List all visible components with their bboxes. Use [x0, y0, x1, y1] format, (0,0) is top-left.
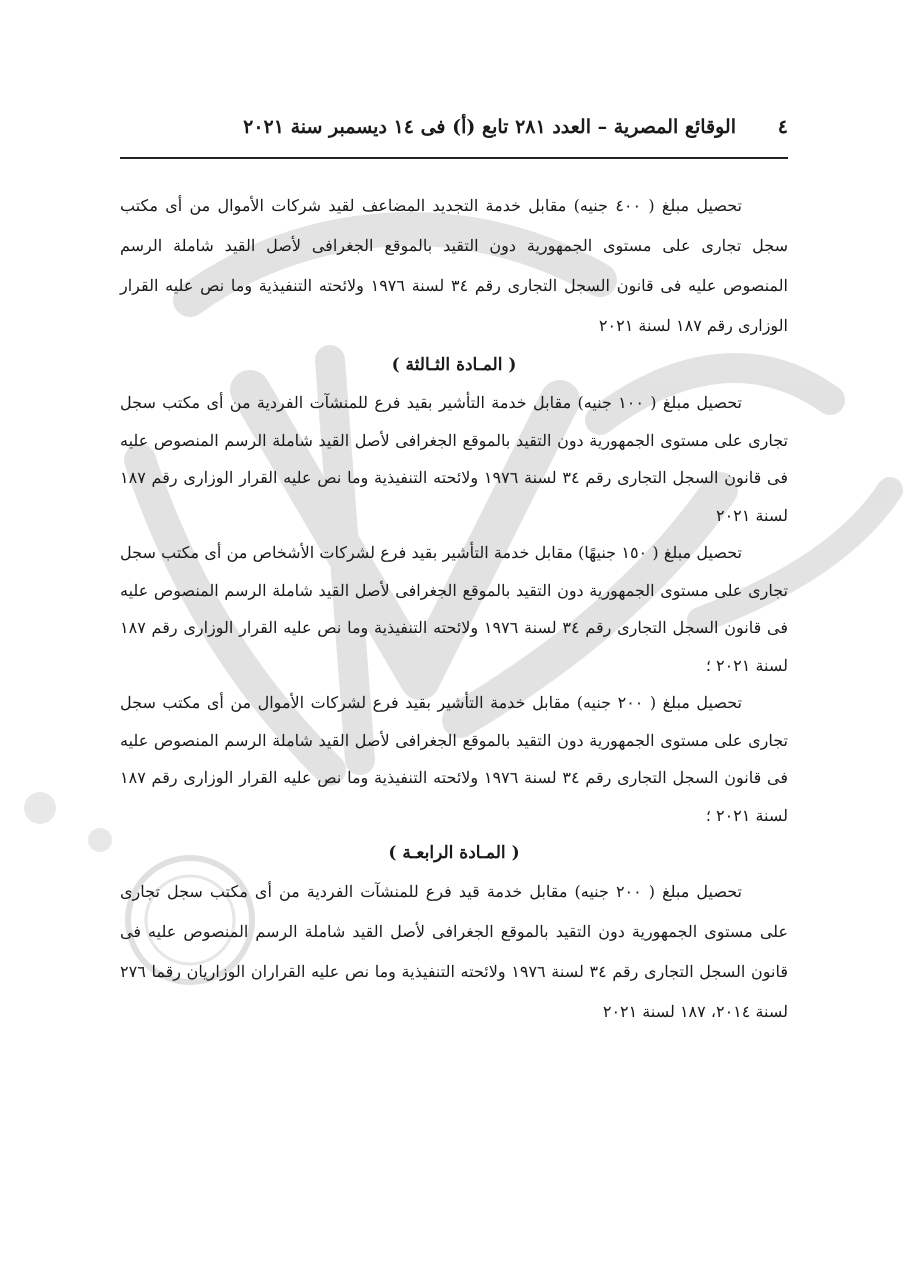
paragraph-branch-individual: تحصيل مبلغ ( ١٠٠ جنيه) مقابل خدمة التأشير بقيد فرع للمنشآت الفردية من أى مكتب سجل تجارى على مستوى الجمهورية دون التقيد بالموقع الجغرافى لأصل القيد شاملة الرسم المنصوص عليه فى قانون السجل التجارى رقم ٣٤ لسنة ١٩٧٦ ولائحته التنفيذية وما نص عليه القرار الوزارى رقم ١٨٧ لسنة ٢٠٢١ — [120, 393, 789, 525]
paragraph-branch-registration: تحصيل مبلغ ( ٢٠٠ جنيه) مقابل خدمة قيد فرع للمنشآت الفردية من أى مكتب سجل تجارى على مستوى الجمهورية دون التقيد بالموقع الجغرافى لأصل القيد شاملة الرسم المنصوص عليه فى قانون السجل التجارى رقم ٣٤ لسنة ١٩٧٦ ولائحته التنفيذية وما نص عليه القراران الوزاريان رقما ٢٧٦ لسنة ٢٠١٤، ١٨٧ لسنة ٢٠٢١ — [120, 882, 789, 1021]
paragraph-branch-companies: تحصيل مبلغ ( ٢٠٠ جنيه) مقابل خدمة التأشير بقيد فرع لشركات الأموال من أى مكتب سجل تجارى على مستوى الجمهورية دون التقيد بالموقع الجغرافى لأصل القيد شاملة الرسم المنصوص عليه فى قانون السجل التجارى رقم ٣٤ لسنة ١٩٧٦ ولائحته التنفيذية وما نص عليه القرار الوزارى رقم ١٨٧ لسنة ٢٠٢١ ؛ — [120, 693, 789, 825]
page-header — [120, 112, 788, 148]
heading-article-four: ( المـادة الرابعـة ) — [388, 843, 520, 863]
body-text — [120, 186, 788, 1032]
header-divider — [120, 157, 788, 159]
heading-article-three: ( المـادة الثـالثة ) — [391, 355, 517, 375]
header-title: الوقائع المصرية – العدد ٢٨١ تابع (أ) فى ١٤ ديسمبر سنة ٢٠٢١ — [243, 116, 736, 138]
paragraph-branch-partnerships: تحصيل مبلغ ( ١٥٠ جنيهًا) مقابل خدمة التأشير بقيد فرع لشركات الأشخاص من أى مكتب سجل تجارى على مستوى الجمهورية دون التقيد بالموقع الجغرافى لأصل القيد شاملة الرسم المنصوص عليه فى قانون السجل التجارى رقم ٣٤ لسنة ١٩٧٦ ولائحته التنفيذية وما نص عليه القرار الوزارى رقم ١٨٧ لسنة ٢٠٢١ ؛ — [120, 543, 789, 675]
page-number: ٤ — [777, 116, 788, 138]
paragraph-renewal-fee: تحصيل مبلغ ( ٤٠٠ جنيه) مقابل خدمة التجديد المضاعف لقيد شركات الأموال من أى مكتب سجل تجارى على مستوى الجمهورية دون التقيد بالموقع الجغرافى لأصل القيد شاملة الرسم المنصوص عليه فى قانون السجل التجارى رقم ٣٤ لسنة ١٩٧٦ ولائحته التنفيذية وما نص عليه القرار الوزارى رقم ١٨٧ لسنة ٢٠٢١ — [120, 196, 788, 335]
